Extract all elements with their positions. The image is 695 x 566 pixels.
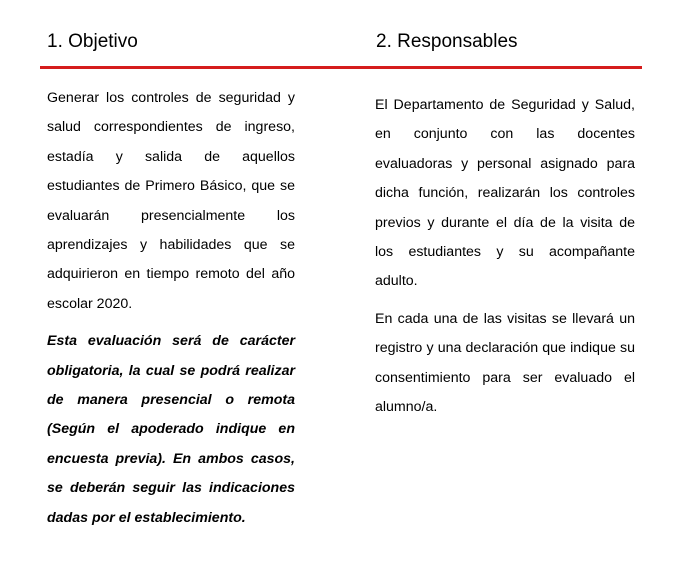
objective-note: Esta evaluación será de carácter obligatoria, la cual se podrá realizar de manera presencial o remota (Según el apoderado indique en encuesta previa). En ambos casos, se deberán seguir las indicaciones dadas por el establecimiento. — [47, 333, 295, 526]
objective-paragraph: Generar los controles de seguridad y salud correspondientes de ingreso, estadía y salida de aquellos estudiantes de Primero Básico, que se evaluarán presencialmente los aprendizajes y habilidades que se adquirieron en tiempo remoto del año escolar 2020. — [47, 90, 295, 312]
responsables-column — [375, 91, 635, 430]
objective-column — [47, 84, 295, 541]
responsables-paragraph: El Departamento de Seguridad y Salud, en conjunto con las docentes evaluadoras y personal asignado para dicha función, realizarán los controles previos y durante el día de la visita de los estudiantes y su acompañante adulto. — [375, 97, 635, 290]
responsables-heading: 2. Responsables — [376, 31, 518, 52]
red-divider — [40, 66, 642, 69]
responsables-registry-paragraph: En cada una de las visitas se llevará un registro y una declaración que indique su consentimiento para ser evaluado el alumno/a. — [375, 310, 635, 416]
objective-heading: 1. Objetivo — [47, 31, 138, 52]
